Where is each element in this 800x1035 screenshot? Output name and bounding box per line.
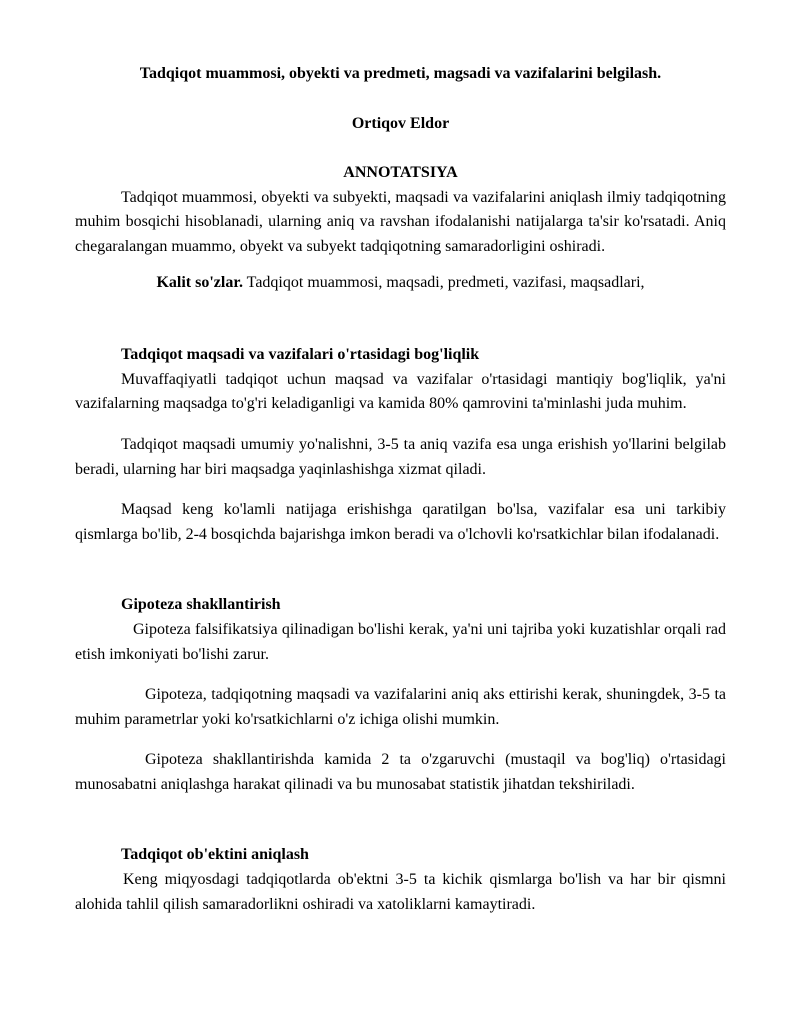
annotation-heading: ANNOTATSIYA — [343, 164, 458, 182]
section-paragraph: Gipoteza falsifikatsiya qilinadigan bo'lishi kerak, ya'ni uni tajriba yoki kuzatishlar orqali rad etish imkoniyati bo'lishi zarur. — [75, 620, 726, 663]
document-title: Tadqiqot muammosi, obyekti va predmeti, magsadi va vazifalarini belgilash. — [139, 65, 662, 82]
author-name: Ortiqov Eldor — [351, 114, 450, 132]
section-paragraph: Keng miqyosdagi tadqiqotlarda ob'ektni 3-5 ta kichik qismlarga bo'lish va har bir qismni alohida tahlil qilish samaradorlikni oshiradi va xatoliklarni kamaytiradi. — [75, 871, 726, 913]
section-heading-object: Tadqiqot ob'ektini aniqlash — [121, 846, 309, 864]
keywords-text: Tadqiqot muammosi, maqsadi, predmeti, vazifasi, maqsadlari, — [242, 273, 645, 291]
section-heading-hypothesis: Gipoteza shakllantirish — [121, 596, 281, 614]
section-paragraph: Gipoteza, tadqiqotning maqsadi va vazifalarini aniq aks ettirishi kerak, shuningdek, 3-5 ta muhim parametrlar yoki ko'rsatkichlarni o'z ichiga olishi mumkin. — [75, 686, 726, 728]
section-paragraph: Maqsad keng ko'lamli natijaga erishishga qaratilgan bo'lsa, vazifalar esa uni tarkibiy qismlarga bo'lib, 2-4 bosqichda bajarishga imkon beradi va o'lchovli ko'rsatkichlar bilan ifodalanadi. — [75, 501, 726, 543]
keywords-label: Kalit so'zlar. — [156, 273, 243, 291]
section-paragraph: Gipoteza shakllantirishda kamida 2 ta o'zgaruvchi (mustaqil va bog'liq) o'rtasidagi munosabatni aniqlashga harakat qilinadi va bu munosabat statistik jihatdan tekshiriladi. — [75, 751, 726, 793]
annotation-paragraph: Tadqiqot muammosi, obyekti va subyekti, maqsadi va vazifalarini aniqlash ilmiy tadqiqotning muhim bosqichi hisoblanadi, ularning aniq va ravshan ifodalanishi natijalarga ta'sir ko'rsatadi. Aniq chegaralangan muammo, obyekt va subyekt tadqiqotning samaradorligini oshiradi. — [75, 188, 726, 255]
section-paragraph: Tadqiqot maqsadi umumiy yo'nalishni, 3-5 ta aniq vazifa esa unga erishish yo'llarini belgilab beradi, ularning har biri maqsadga yaqinlashishga xizmat qiladi. — [75, 435, 726, 478]
keywords-line — [75, 271, 726, 296]
document-page — [75, 62, 726, 917]
section-heading-goals: Tadqiqot maqsadi va vazifalari o'rtasidagi bog'liqlik — [121, 346, 480, 364]
section-paragraph: Muvaffaqiyatli tadqiqot uchun maqsad va vazifalar o'rtasidagi mantiqiy bog'liqlik, ya'ni vazifalarning maqsadga to'g'ri keladiganligi va kamida 80% qamrovini ta'minlashi juda muhim. — [75, 370, 726, 413]
